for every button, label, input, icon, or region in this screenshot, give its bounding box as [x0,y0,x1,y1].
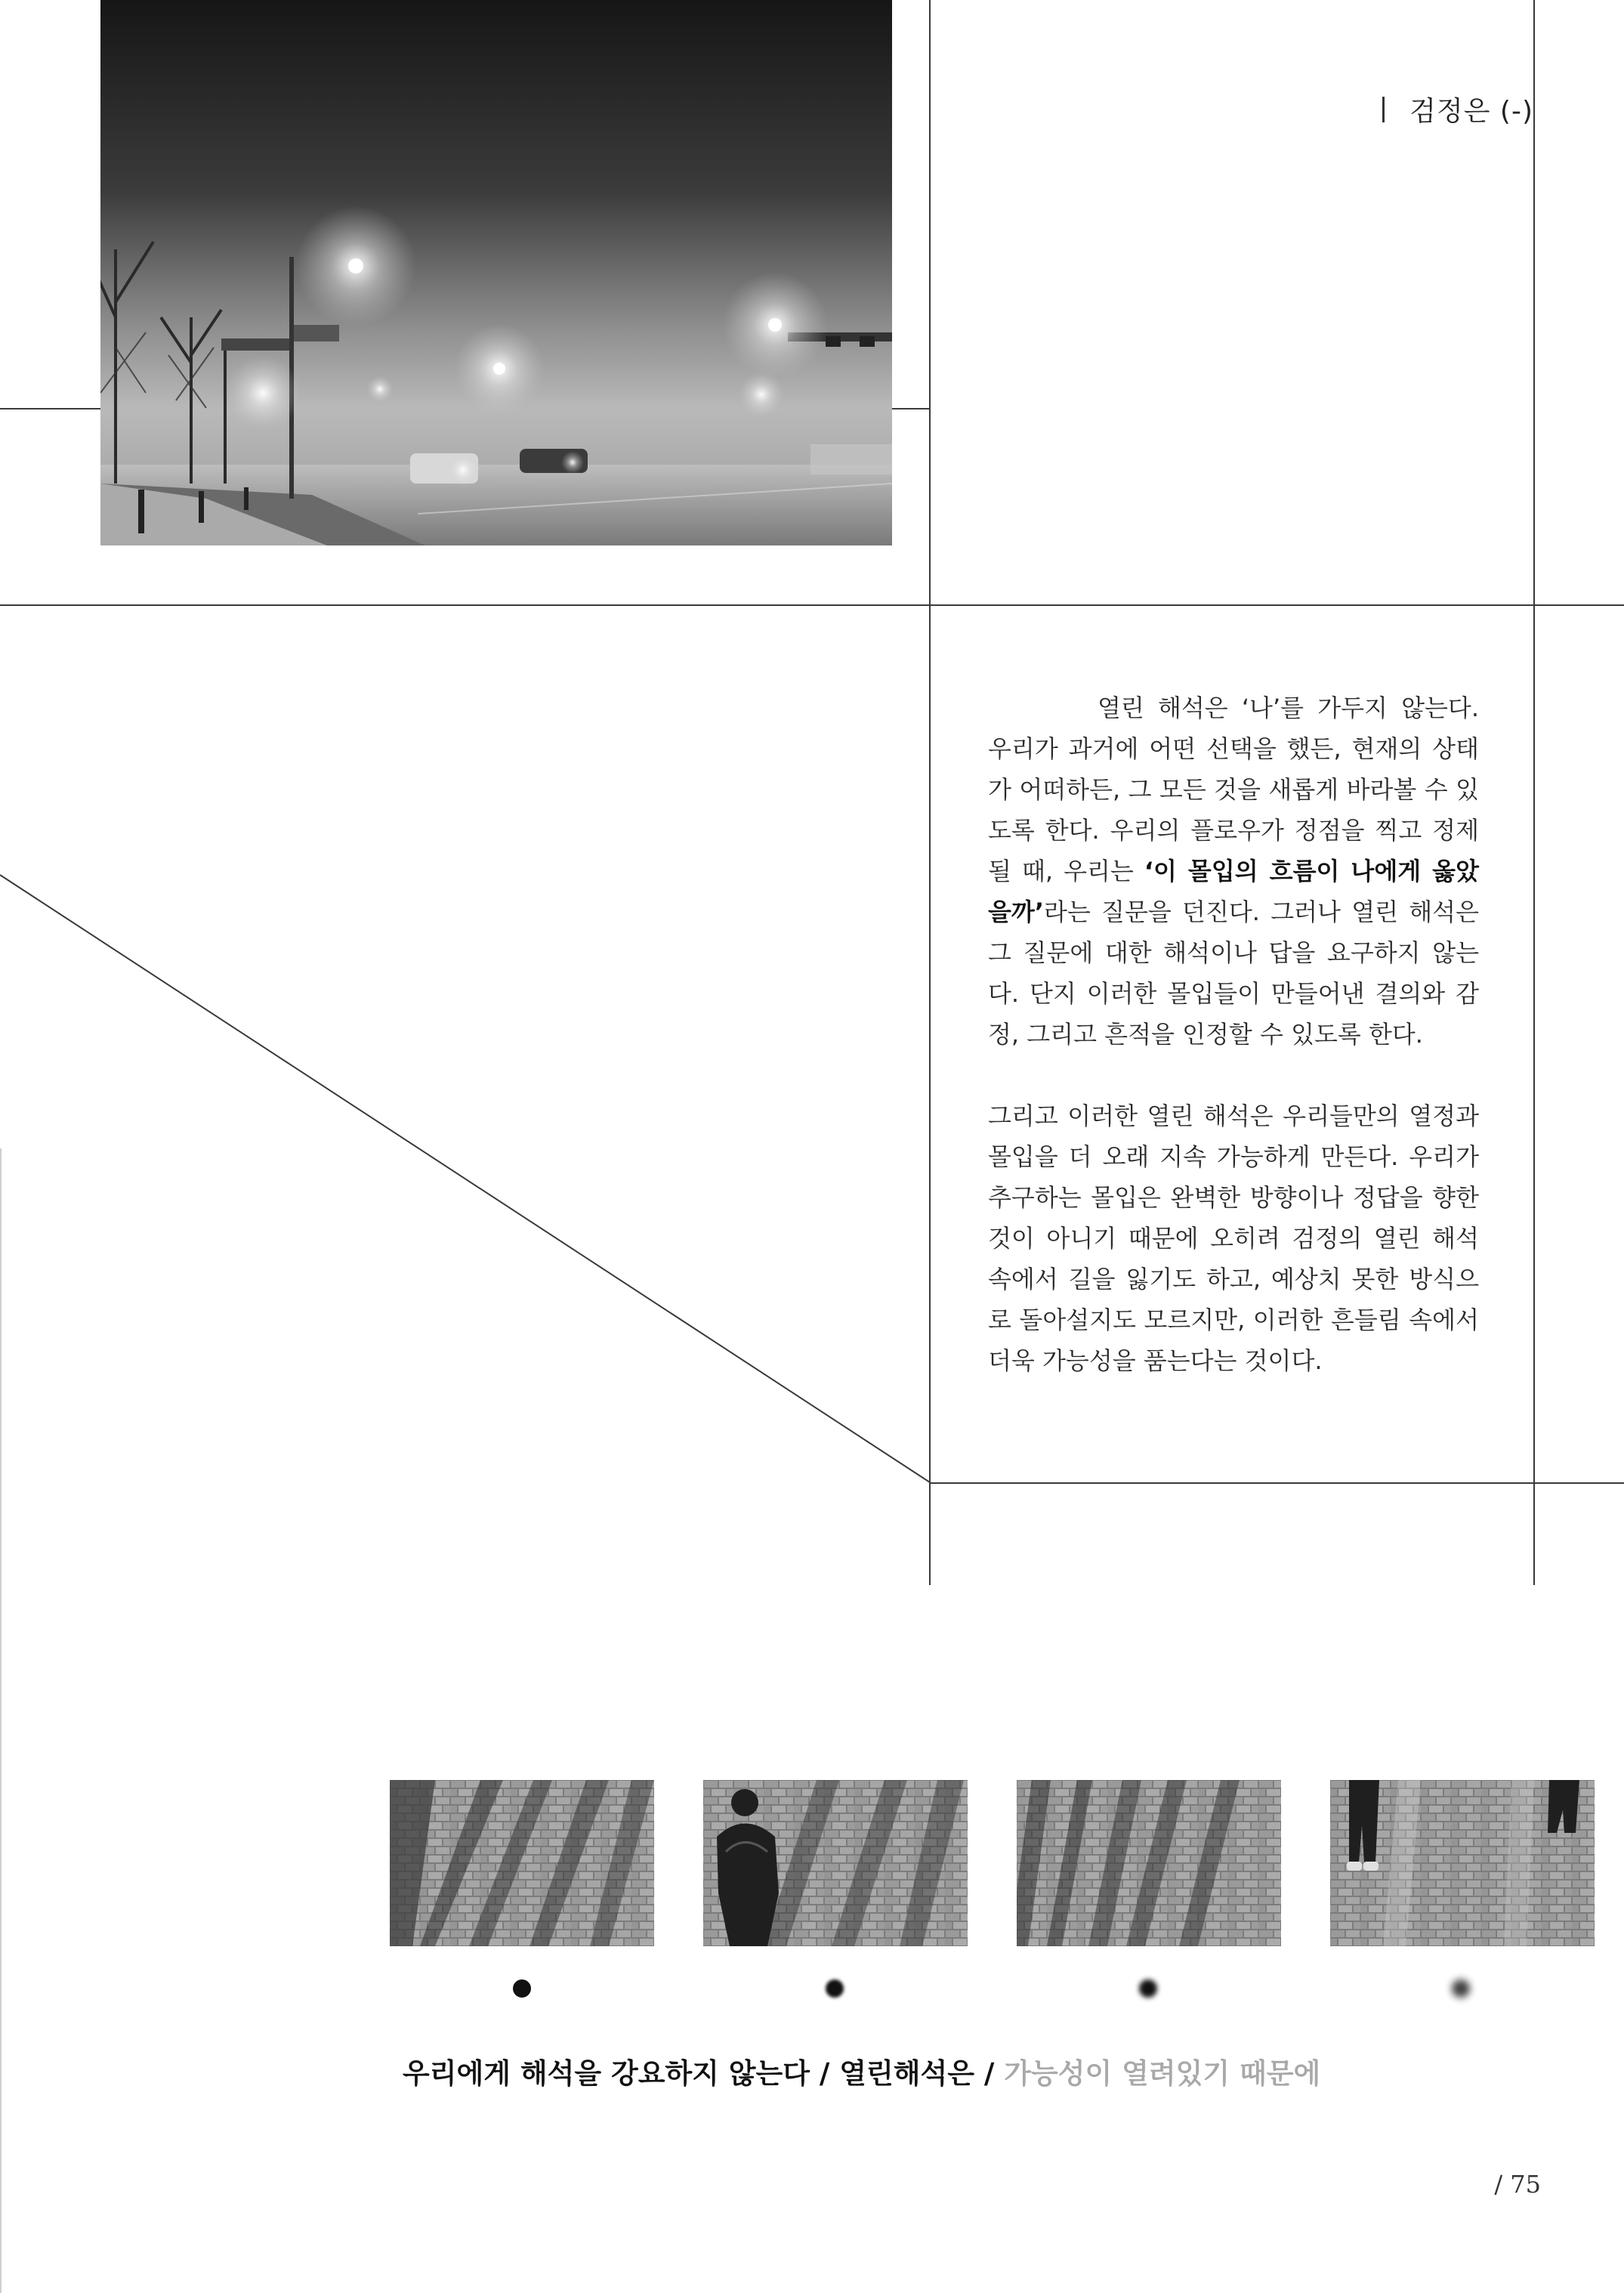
grid-line-horizontal-1b [892,408,930,409]
grid-line-top-vertical [929,0,931,1585]
caption-light: 가능성이 열려있기 때문에 [1004,2057,1321,2090]
page-number: / 75 [1494,2170,1541,2199]
caption [403,2051,1385,2097]
emphasized-quote: ‘이 몰입의 흐름이 나에게 옳았을까’ [988,857,1479,926]
paragraph-2: 그리고 이러한 열린 해석은 우리들만의 열정과 몰입을 더 오래 지속 가능하게 만든다. 우리가 추구하는 몰입은 완벽한 방향이나 정답을 향한 것이 아니기 때문에 오히려 검정의 열린 해석 속에서 길을 잃기도 하고, 예상치 못한 방식으로 돌아설지도 모르지만, 이러한 흔들림 속에서 더욱 가능성을 품는다는 것이다. [988,1102,1479,1375]
focus-dot-medium-blur [1139,1979,1157,1998]
focus-dot-sharp [513,1979,531,1998]
thumbnail-photo-1 [390,1780,654,1946]
section-title: 검정은 (-) [1409,96,1533,127]
grid-line-horizontal-3 [929,1482,1624,1484]
thumbnail-photo-4 [1330,1780,1595,1946]
grid-line-horizontal-2 [0,604,1624,606]
caption-dark: 우리에게 해석을 강요하지 않는다 / 열린해석은 / [403,2057,1005,2090]
thumbnail-photo-2 [703,1780,968,1946]
grid-line-left-edge [0,1148,2,2293]
thumbnail-photo-3 [1017,1780,1281,1946]
grid-line-right-vertical [1533,0,1535,1585]
body-text [988,688,1479,1381]
focus-dot-heavy-blur [1452,1979,1470,1998]
paragraph-1: 열린 해석은 ‘나’를 가두지 않는다. 우리가 과거에 어떤 선택을 했든, 현재의 상태가 어떠하든, 그 모든 것을 새롭게 바라볼 수 있도록 한다. 우리의 플로우가 정점을 찍고 정제될 때, 우리는 ‘이 몰입의 흐름이 나에게 옳았을까’라는 질문을 던진다. 그러나 열린 해석은 그 질문에 대한 해석이나 답을 요구하지 않는다. 단지 이러한 몰입들이 만들어낸 결의와 감정, 그리고 흔적을 인정할 수 있도록 한다. [988,694,1479,1049]
grid-line-horizontal-1 [0,408,100,409]
main-photo [100,0,892,545]
focus-dot-slight-blur [826,1979,844,1998]
